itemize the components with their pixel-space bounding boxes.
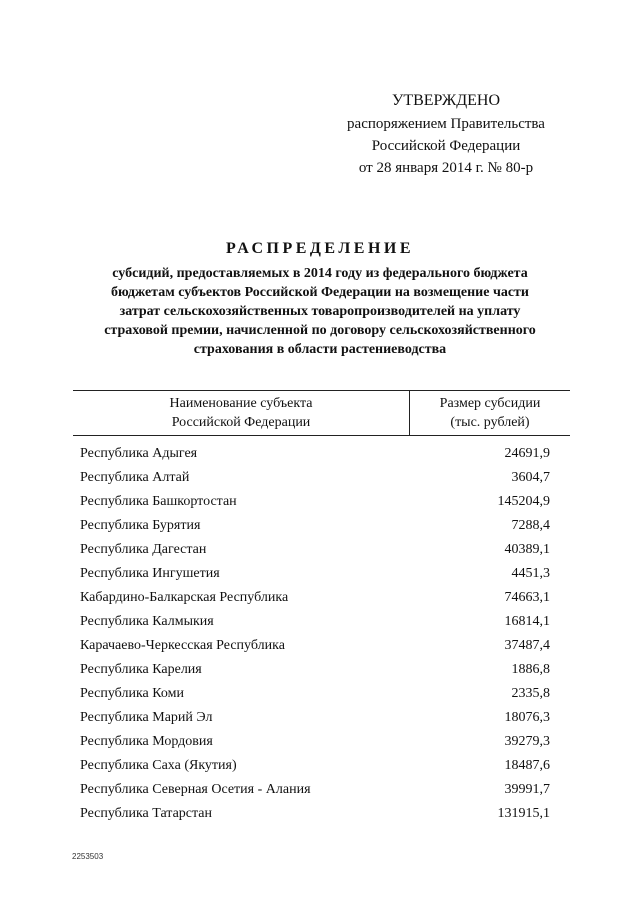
table-header [73, 390, 570, 436]
region-name: Республика Саха (Якутия) [80, 758, 237, 773]
region-name: Республика Мордовия [80, 734, 213, 749]
subsidy-amount: 2335,8 [511, 686, 550, 701]
region-name: Республика Татарстан [80, 806, 213, 821]
document-subtitle [60, 264, 580, 359]
subsidy-amount: 24691,9 [504, 446, 550, 461]
region-name: Республика Башкортостан [80, 494, 237, 509]
approval-line: Российской Федерации [371, 138, 521, 154]
column-header-line: (тыс. рублей) [450, 415, 530, 430]
subsidy-amount: 18076,3 [504, 710, 550, 725]
table-row [80, 490, 550, 514]
region-name: Карачаево-Черкесская Республика [80, 638, 285, 653]
table-row [80, 802, 550, 826]
subsidy-amount: 39279,3 [504, 734, 550, 749]
table-body [80, 442, 550, 826]
table-row [80, 586, 550, 610]
subsidy-amount: 16814,1 [504, 614, 550, 629]
subsidy-amount: 37487,4 [504, 638, 550, 653]
region-name: Республика Адыгея [80, 446, 198, 461]
column-header-line: Наименование субъекта [169, 396, 313, 411]
column-header-line: Размер субсидии [439, 396, 541, 411]
table-row [80, 610, 550, 634]
approval-heading: УТВЕРЖДЕНО [391, 92, 500, 109]
subtitle-line: бюджетам субъектов Российской Федерации на возмещение части [111, 285, 529, 300]
region-name: Кабардино-Балкарская Республика [80, 590, 289, 605]
region-name: Республика Алтай [80, 470, 190, 485]
table-row [80, 778, 550, 802]
approval-stamp [330, 90, 562, 179]
table-row [80, 562, 550, 586]
approval-line: распоряжением Правительства [347, 116, 545, 132]
subtitle-line: затрат сельскохозяйственных товаропроизводителей на уплату [119, 304, 521, 319]
subtitle-line: страховой премии, начисленной по договору сельскохозяйственного [104, 323, 536, 338]
table-row [80, 634, 550, 658]
region-name: Республика Коми [80, 686, 184, 701]
column-header-name [73, 394, 409, 432]
approval-date-line: от 28 января 2014 г. № 80-р [358, 160, 534, 176]
table-row [80, 514, 550, 538]
subtitle-line: субсидий, предоставляемых в 2014 году из федерального бюджета [112, 266, 528, 281]
subsidy-amount: 1886,8 [511, 662, 550, 677]
subsidy-amount: 7288,4 [511, 518, 550, 533]
region-name: Республика Калмыкия [80, 614, 214, 629]
subsidy-amount: 145204,9 [497, 494, 550, 509]
table-row [80, 754, 550, 778]
table-row [80, 706, 550, 730]
document-code: 2253503 [72, 852, 104, 861]
region-name: Республика Ингушетия [80, 566, 220, 581]
subsidy-amount: 74663,1 [504, 590, 550, 605]
subsidy-amount: 131915,1 [497, 806, 550, 821]
subsidy-amount: 4451,3 [511, 566, 550, 581]
document-title: РАСПРЕДЕЛЕНИЕ [225, 240, 415, 257]
region-name: Республика Бурятия [80, 518, 201, 533]
subsidy-amount: 40389,1 [504, 542, 550, 557]
table-row [80, 730, 550, 754]
column-header-amount [410, 394, 570, 432]
table-row [80, 538, 550, 562]
table-row [80, 466, 550, 490]
subsidy-amount: 18487,6 [504, 758, 550, 773]
table-row [80, 442, 550, 466]
region-name: Республика Карелия [80, 662, 202, 677]
subsidy-amount: 39991,7 [504, 782, 550, 797]
region-name: Республика Северная Осетия - Алания [80, 782, 311, 797]
region-name: Республика Дагестан [80, 542, 207, 557]
region-name: Республика Марий Эл [80, 710, 213, 725]
column-header-line: Российской Федерации [171, 415, 311, 430]
table-row [80, 682, 550, 706]
subsidy-amount: 3604,7 [511, 470, 550, 485]
table-row [80, 658, 550, 682]
subtitle-line: страхования в области растениеводства [193, 342, 447, 357]
